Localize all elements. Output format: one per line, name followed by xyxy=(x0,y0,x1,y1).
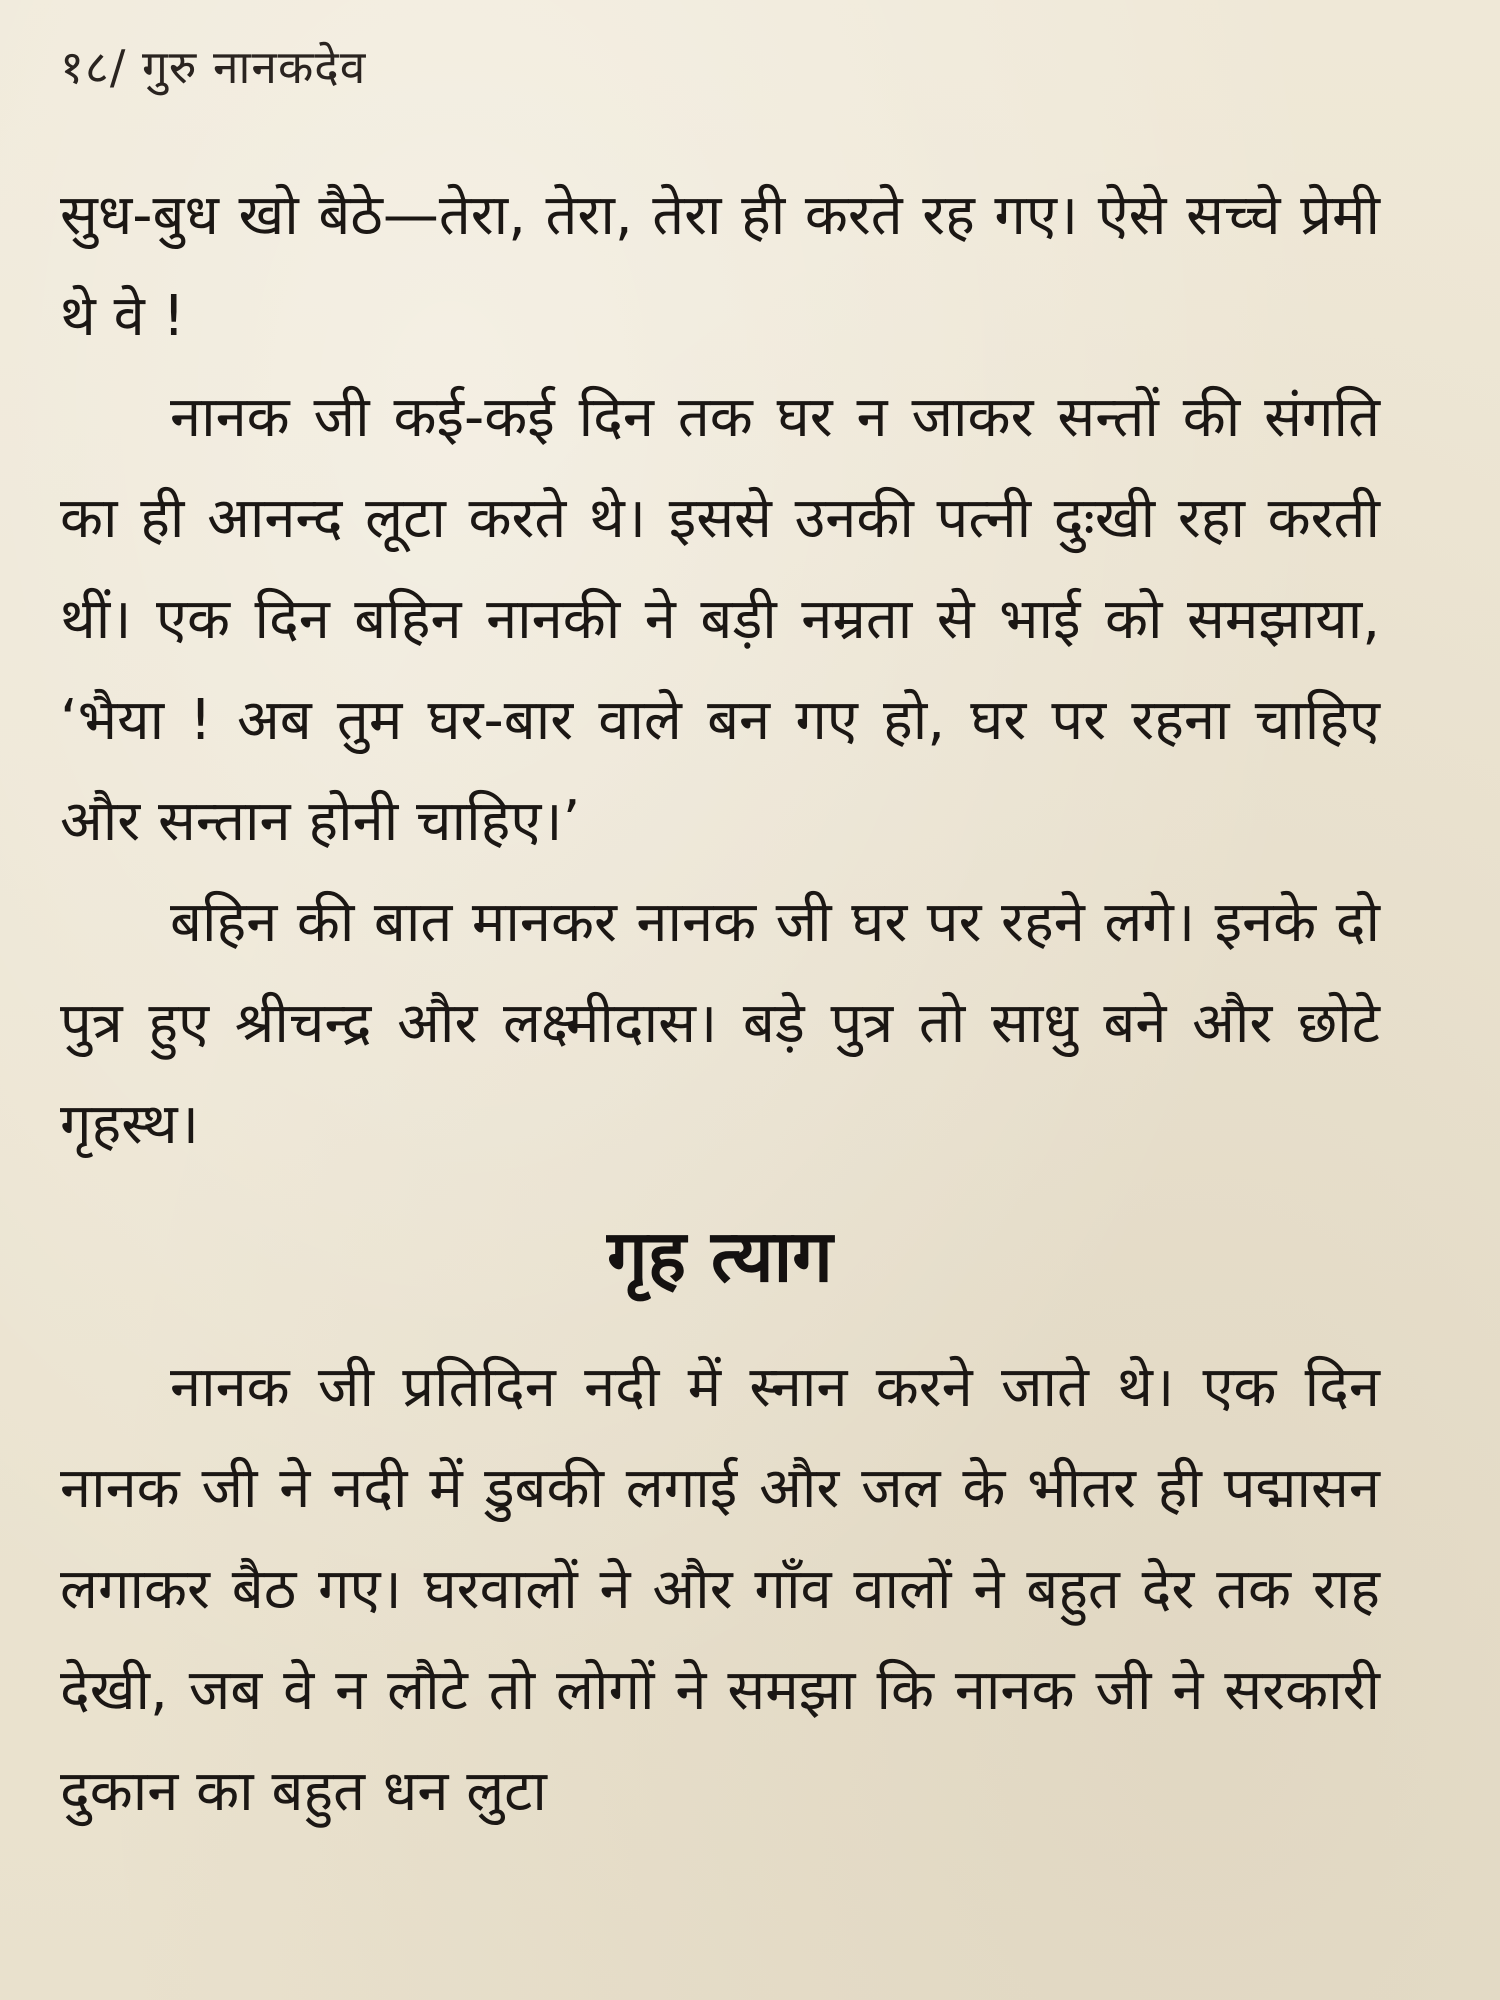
section-heading: गृह त्याग xyxy=(607,1214,833,1298)
paragraph: नानक जी कई-कई दिन तक घर न जाकर सन्तों की संगति का ही आनन्द लूटा करते थे। इससे उनकी पत्नी दुःखी रहा करती थीं। एक दिन बहिन नानकी ने बड़ी नम्रता से भाई को समझाया, ‘भैया ! अब तुम घर-बार वाले बन गए हो, घर पर रहना चाहिए और सन्तान होनी चाहिए।’ xyxy=(60,385,1380,854)
paragraph-continuation: सुध-बुध खो बैठे—तेरा, तेरा, तेरा ही करते रह गए। ऐसे सच्चे प्रेमी थे वे ! xyxy=(60,183,1380,349)
running-head: १८/ गुरु नानकदेव xyxy=(60,40,367,94)
body-text xyxy=(60,165,1380,1842)
paragraph: बहिन की बात मानकर नानक जी घर पर रहने लगे। इनके दो पुत्र हुए श्रीचन्द्र और लक्ष्मीदास। बड़े पुत्र तो साधु बने और छोटे गृहस्थ। xyxy=(60,890,1380,1157)
paragraph: नानक जी प्रतिदिन नदी में स्नान करने जाते थे। एक दिन नानक जी ने नदी में डुबकी लगाई और जल के भीतर ही पद्मासन लगाकर बैठ गए। घरवालों ने और गाँव वालों ने बहुत देर तक राह देखी, जब वे न लौटे तो लोगों ने समझा कि नानक जी ने सरकारी दुकान का बहुत धन लुटा xyxy=(60,1355,1380,1824)
